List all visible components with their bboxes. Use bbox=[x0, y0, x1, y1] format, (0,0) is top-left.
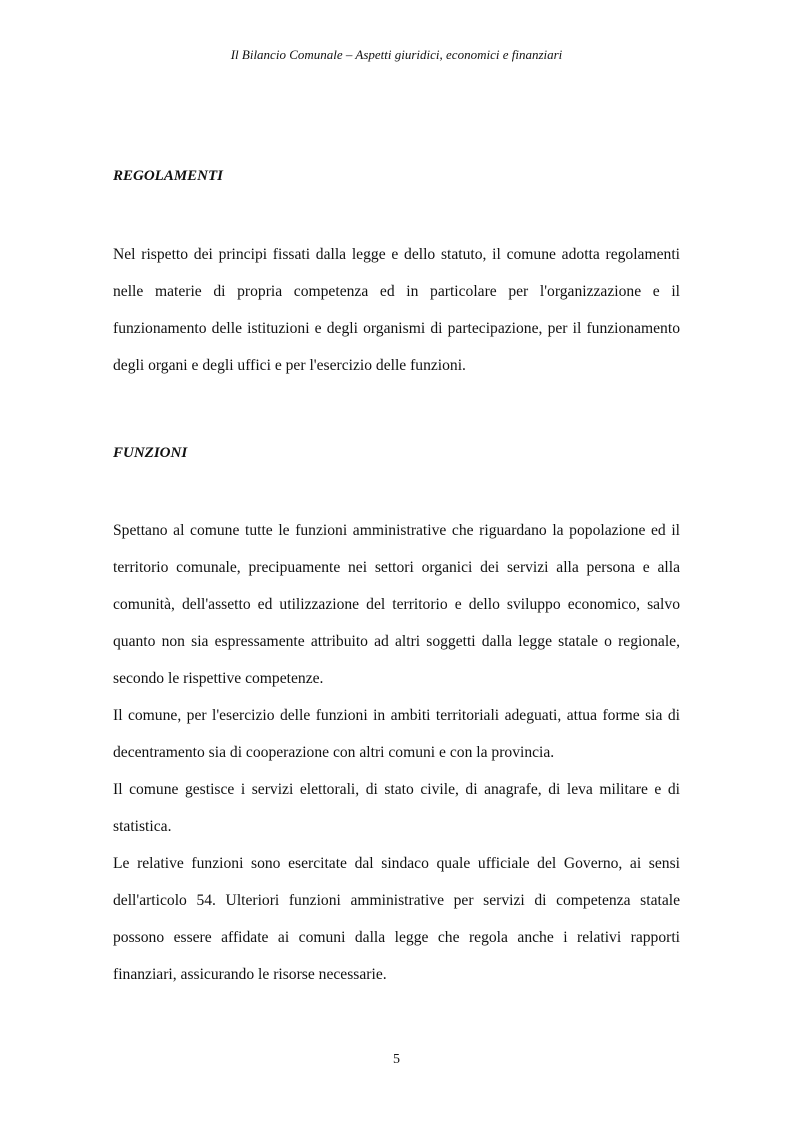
paragraph: Spettano al comune tutte le funzioni amministrative che riguardano la popolazione ed il territorio comunale, precipuamente nei settori organici dei servizi alla persona e alla comunità, dell'assetto ed utilizzazione del territorio e dello sviluppo economico, salvo quanto non sia espressamente attribuito ad altri soggetti dalla legge statale o regionale, secondo le rispettive competenze. bbox=[113, 522, 680, 687]
section-body-funzioni bbox=[113, 512, 680, 993]
running-header: Il Bilancio Comunale – Aspetti giuridici, economici e finanziari bbox=[230, 47, 563, 62]
page-number: 5 bbox=[393, 1052, 400, 1067]
section-heading-funzioni: FUNZIONI bbox=[113, 445, 188, 461]
paragraph: Le relative funzioni sono esercitate dal sindaco quale ufficiale del Governo, ai sensi dell'articolo 54. Ulteriori funzioni amministrative per servizi di competenza statale possono essere affidate ai comuni dalla legge che regola anche i relativi rapporti finanziari, assicurando le risorse necessarie. bbox=[113, 855, 680, 983]
section-body-regolamenti bbox=[113, 236, 680, 384]
paragraph: Il comune, per l'esercizio delle funzioni in ambiti territoriali adeguati, attua forme sia di decentramento sia di cooperazione con altri comuni e con la provincia. bbox=[113, 707, 680, 761]
paragraph: Nel rispetto dei principi fissati dalla legge e dello statuto, il comune adotta regolamenti nelle materie di propria competenza ed in particolare per l'organizzazione e il funzionamento delle istituzioni e degli organismi di partecipazione, per il funzionamento degli organi e degli uffici e per l'esercizio delle funzioni. bbox=[113, 246, 680, 374]
section-heading-regolamenti: REGOLAMENTI bbox=[113, 168, 224, 184]
paragraph: Il comune gestisce i servizi elettorali, di stato civile, di anagrafe, di leva militare e di statistica. bbox=[113, 781, 680, 835]
